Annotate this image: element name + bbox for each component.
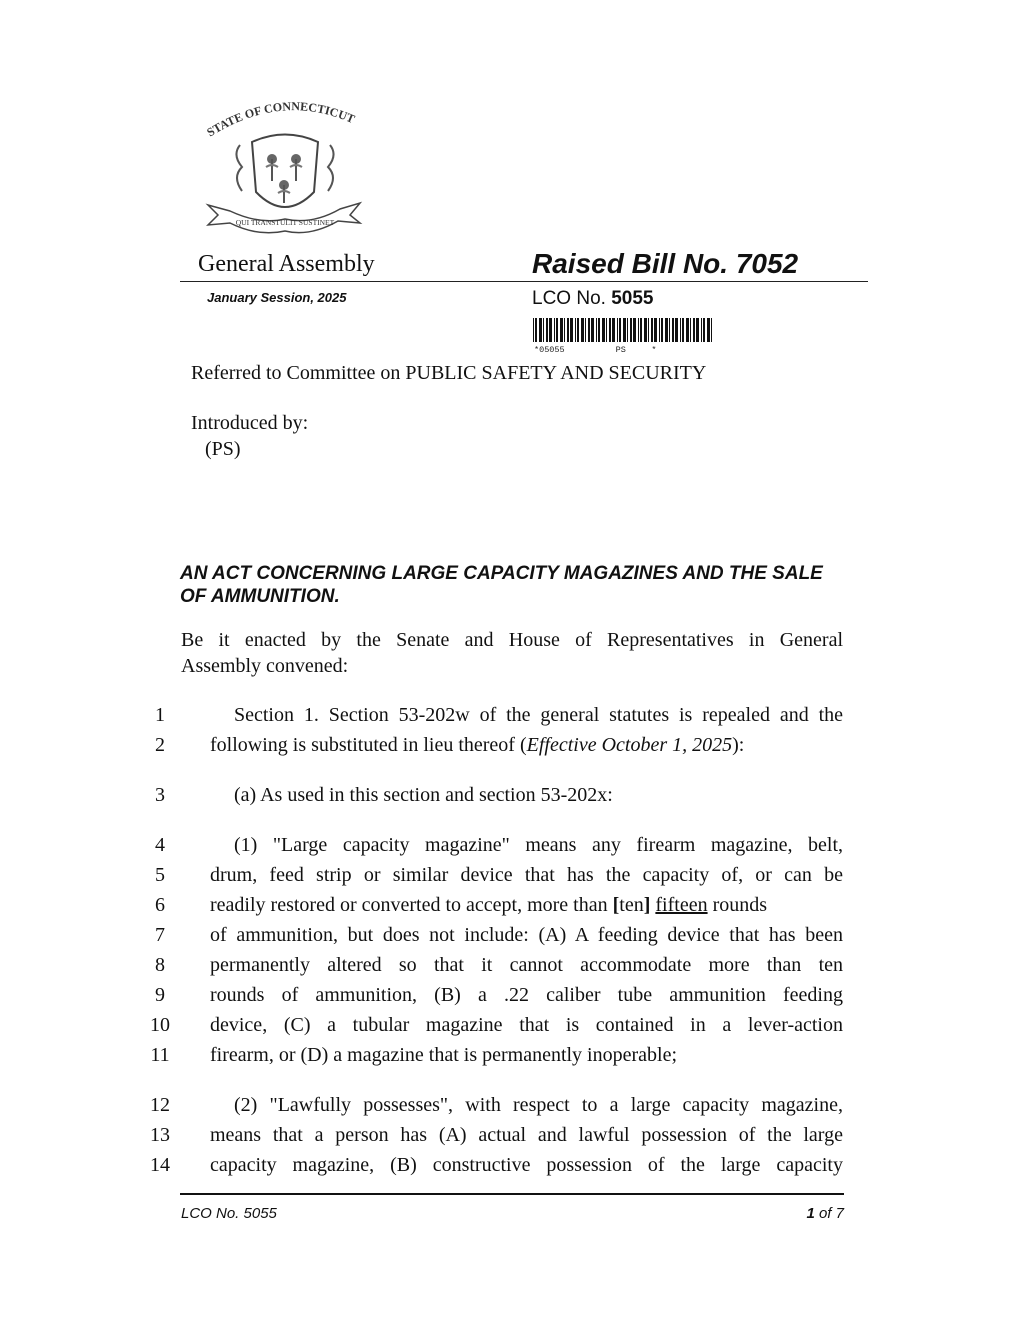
lco-value: 5055 [611,288,654,309]
barcode-bar [535,318,537,342]
barcode-bar [612,318,615,342]
line-number: 12 [150,1094,170,1116]
barcode-bar [585,318,586,342]
footer-lco: LCO No. 5055 [181,1205,277,1222]
barcode-bar [693,318,695,342]
line-number: 5 [155,864,165,886]
bill-line: (1) "Large capacity magazine" means any firearm magazine, belt, [234,834,843,856]
barcode-bar [533,318,534,342]
line-text: rounds [707,894,768,916]
barcode-bar [546,318,548,342]
barcode-bar [556,318,558,342]
bill-line: readily restored or converted to accept, more than [ten] fifteen rounds [210,894,768,916]
page-indicator [790,1205,844,1222]
barcode-bar [602,318,605,342]
barcode-bar [567,318,569,342]
sponsor: (PS) [205,438,241,460]
barcode-bar [661,318,663,342]
bill-line: device, (C) a tubular magazine that is contained in a lever-action [210,1014,843,1036]
barcode-bar [617,318,618,342]
line-number: 10 [150,1014,170,1036]
barcode-bar [630,318,632,342]
page-total: of 7 [818,1205,844,1222]
barcode-bar [638,318,639,342]
enacting-line: Be it enacted by the Senate and House of Representatives in General [181,629,843,651]
header-rule [180,281,868,282]
bill-line: Section 1. Section 53-202w of the general statutes is repealed and the [234,704,843,726]
bill-line: rounds of ammunition, (B) a .22 caliber tube ammunition feeding [210,984,843,1006]
barcode-bar [686,318,689,342]
assembly-name: General Assembly [198,251,375,277]
barcode-bar [680,318,681,342]
barcode-bar [696,318,699,342]
line-number: 6 [155,894,165,916]
line-number: 8 [155,954,165,976]
bill-line: drum, feed strip or similar device that has the capacity of, or can be [210,864,843,886]
bill-number: Raised Bill No. 7052 [532,248,799,279]
barcode-bar [648,318,649,342]
bill-title: AN ACT CONCERNING LARGE CAPACITY MAGAZINES AND THE SALE OF AMMUNITION. [180,563,823,607]
introduced-by-label: Introduced by: [191,412,309,434]
barcode-bar [659,318,660,342]
barcode-bar [596,318,597,342]
barcode-bar [588,318,590,342]
barcode-bar [669,318,670,342]
bill-line: capacity magazine, (B) constructive possession of the large capacity [210,1154,843,1176]
line-number: 7 [155,924,165,946]
page-number: 1 [806,1205,815,1222]
barcode-bar [675,318,678,342]
inserted-text: fifteen [655,894,708,916]
barcode-bar [619,318,621,342]
line-number: 2 [155,734,165,756]
line-number: 9 [155,984,165,1006]
barcode-bar [577,318,579,342]
lco-label: LCO No. [532,288,606,309]
barcode-bar [707,318,710,342]
bill-line: permanently altered so that it cannot accommodate more than ten [210,954,843,976]
line-number: 14 [150,1154,170,1176]
barcode-bar [539,318,542,342]
seal-top-text: STATE OF CONNECTICUT [204,99,357,140]
line-number: 1 [155,704,165,726]
barcode-bar [654,318,657,342]
barcode-bar [665,318,668,342]
barcode-bar [672,318,674,342]
barcode-bar [703,318,705,342]
barcode-image [532,318,714,354]
line-number: 11 [150,1044,170,1066]
barcode-bar [633,318,636,342]
barcode-text: *05055 PS * [534,345,657,354]
barcode-bar [598,318,600,342]
barcode-bar [627,318,628,342]
bill-line: (a) As used in this section and section 53-202x: [234,784,613,806]
bill-line: (2) "Lawfully possesses", with respect to a large capacity magazine, [234,1094,843,1116]
bill-line: firearm, or (D) a magazine that is permanently inoperable; [210,1044,678,1066]
committee-referral: Referred to Committee on PUBLIC SAFETY AND SECURITY [191,362,707,384]
line-number: 13 [150,1124,170,1146]
barcode-bar [609,318,611,342]
lco-number [532,288,653,310]
line-number: 3 [155,784,165,806]
state-seal-image [200,97,370,247]
bill-line: of ammunition, but does not include: (A) A feeding device that has been [210,924,843,946]
barcode-bar [606,318,607,342]
barcode-bar [651,318,653,342]
enacting-line: Assembly convened: [181,655,349,677]
barcode-bar [581,318,584,342]
bill-line [210,733,843,757]
line-text: readily restored or converted to accept, more than [210,894,613,916]
effective-date: Effective October 1, 2025 [526,734,733,756]
session-label: January Session, 2025 [207,290,347,305]
line-text: following is substituted in lieu thereof ( [210,734,527,756]
line-text: ): [732,734,745,756]
barcode-bar [570,318,573,342]
barcode-bar [575,318,576,342]
seal-motto: QUI TRANSTULIT SUSTINET [235,218,335,227]
barcode-bar [554,318,555,342]
barcode-bar [564,318,565,342]
footer-rule [180,1193,844,1195]
bill-line: means that a person has (A) actual and lawful possession of the large [210,1124,843,1146]
barcode-bar [701,318,702,342]
barcode-bar [560,318,563,342]
barcode-bar [543,318,544,342]
barcode-bar [711,318,712,342]
enacting-clause [181,627,843,679]
deleted-text: ten [619,894,644,916]
barcode-bar [549,318,552,342]
barcode-bar [623,318,626,342]
line-number: 4 [155,834,165,856]
svg-text:STATE OF CONNECTICUT [204,99,357,139]
barcode-bar [640,318,642,342]
barcode-bar [690,318,691,342]
barcode-bar [591,318,594,342]
barcode-bar [644,318,647,342]
barcode-bar [682,318,684,342]
